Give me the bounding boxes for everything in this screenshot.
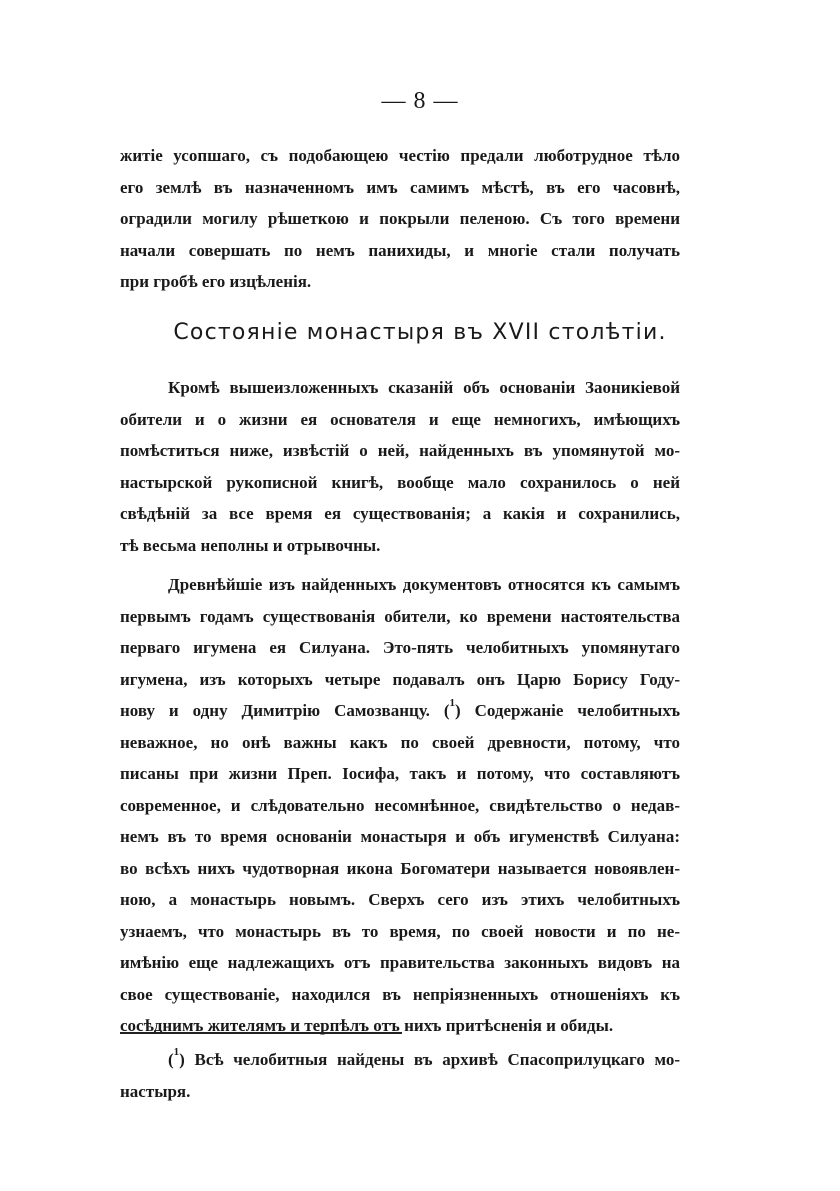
footnote-divider: [120, 1032, 402, 1034]
top-paragraph: [120, 140, 680, 298]
text-segment: нову и одну Димитрію Самозванцу. (: [120, 701, 450, 720]
text-line: его землѣ въ назначенномъ имъ самимъ мѣстѣ, въ его часовнѣ,: [120, 177, 680, 197]
text-line: оградили могилу рѣшеткою и покрыли пеленою. Съ того времени: [120, 209, 680, 228]
footnote-text: Всѣ челобитныя найдены въ архивѣ Спасоприлуцкаго мо-: [184, 1050, 680, 1069]
text-line: писаны при жизни Преп. Іосифа, такъ и потому, что составляютъ: [120, 764, 680, 783]
section-heading: Состояніе монастыря въ XVII столѣтіи.: [173, 320, 667, 345]
text-line: имѣнію еще надлежащихъ отъ правительства законныхъ видовъ на: [120, 953, 680, 972]
footnote-reference: 1: [449, 697, 455, 710]
text-line: немъ въ то время основаніи монастыря и объ игуменствѣ Силуана:: [120, 827, 680, 846]
text-line: неважное, но онѣ важны какъ по своей древности, потому, что: [120, 732, 680, 752]
text-line: Кромѣ вышеизложенныхъ сказаній объ основаніи Заоникіевой: [168, 378, 680, 397]
text-line: во всѣхъ нихъ чудотворная икона Богоматери называется новоявлен-: [120, 858, 680, 878]
text-segment: ) Содержаніе челобитныхъ: [454, 701, 680, 720]
footnote-line: настыря.: [120, 1081, 191, 1101]
footnote-paren: (: [168, 1050, 174, 1069]
text-line-with-footnote-ref: [120, 695, 680, 727]
text-line: Древнѣйшіе изъ найденныхъ документовъ относятся къ самымъ: [168, 575, 680, 594]
footnote-line: [120, 1044, 680, 1076]
paragraph-2: [120, 372, 680, 561]
text-line: тѣ весьма неполны и отрывочны.: [120, 535, 381, 555]
text-line: начали совершать по немъ панихиды, и многіе стали получать: [120, 240, 680, 260]
text-line: свѣдѣній за все время ея существованія; а какія и сохранились,: [120, 504, 680, 523]
text-line: обители и о жизни ея основателя и еще немногихъ, имѣющихъ: [120, 409, 680, 429]
footnote-paren: ): [179, 1050, 185, 1069]
text-line: помѣститься ниже, извѣстій о ней, найденныхъ въ упомянутой мо-: [120, 441, 680, 460]
text-line: современное, и слѣдовательно несомнѣнное, свидѣтельство о недав-: [120, 795, 680, 815]
text-line: при гробѣ его изцѣленія.: [120, 272, 312, 291]
text-line: сосѣднимъ жителямъ и терпѣлъ отъ нихъ притѣсненія и обиды.: [120, 1016, 614, 1035]
page-number: — 8 —: [381, 88, 459, 114]
text-line: перваго игумена ея Силуана. Это-пять челобитныхъ упомянутаго: [120, 638, 680, 657]
text-line: первымъ годамъ существованія обители, ко времени настоятельства: [120, 606, 680, 626]
footnote-mark: 1: [173, 1046, 180, 1059]
text-line: настырской рукописной книгѣ, вообще мало сохранилось о ней: [120, 472, 680, 492]
text-line: свое существованіе, находился въ непріязненныхъ отношеніяхъ къ: [120, 984, 680, 1004]
paragraph-3: [120, 569, 680, 1042]
text-line: житіе усопшаго, съ подобающею честію предали люботрудное тѣло: [120, 146, 680, 165]
footnote: [120, 1044, 680, 1107]
text-line: узнаемъ, что монастырь въ то время, по своей новости и по не-: [120, 921, 680, 941]
text-line: игумена, изъ которыхъ четыре подавалъ онъ Царю Борису Году-: [120, 669, 680, 689]
text-line: ною, а монастырь новымъ. Сверхъ сего изъ этихъ челобитныхъ: [120, 890, 680, 909]
